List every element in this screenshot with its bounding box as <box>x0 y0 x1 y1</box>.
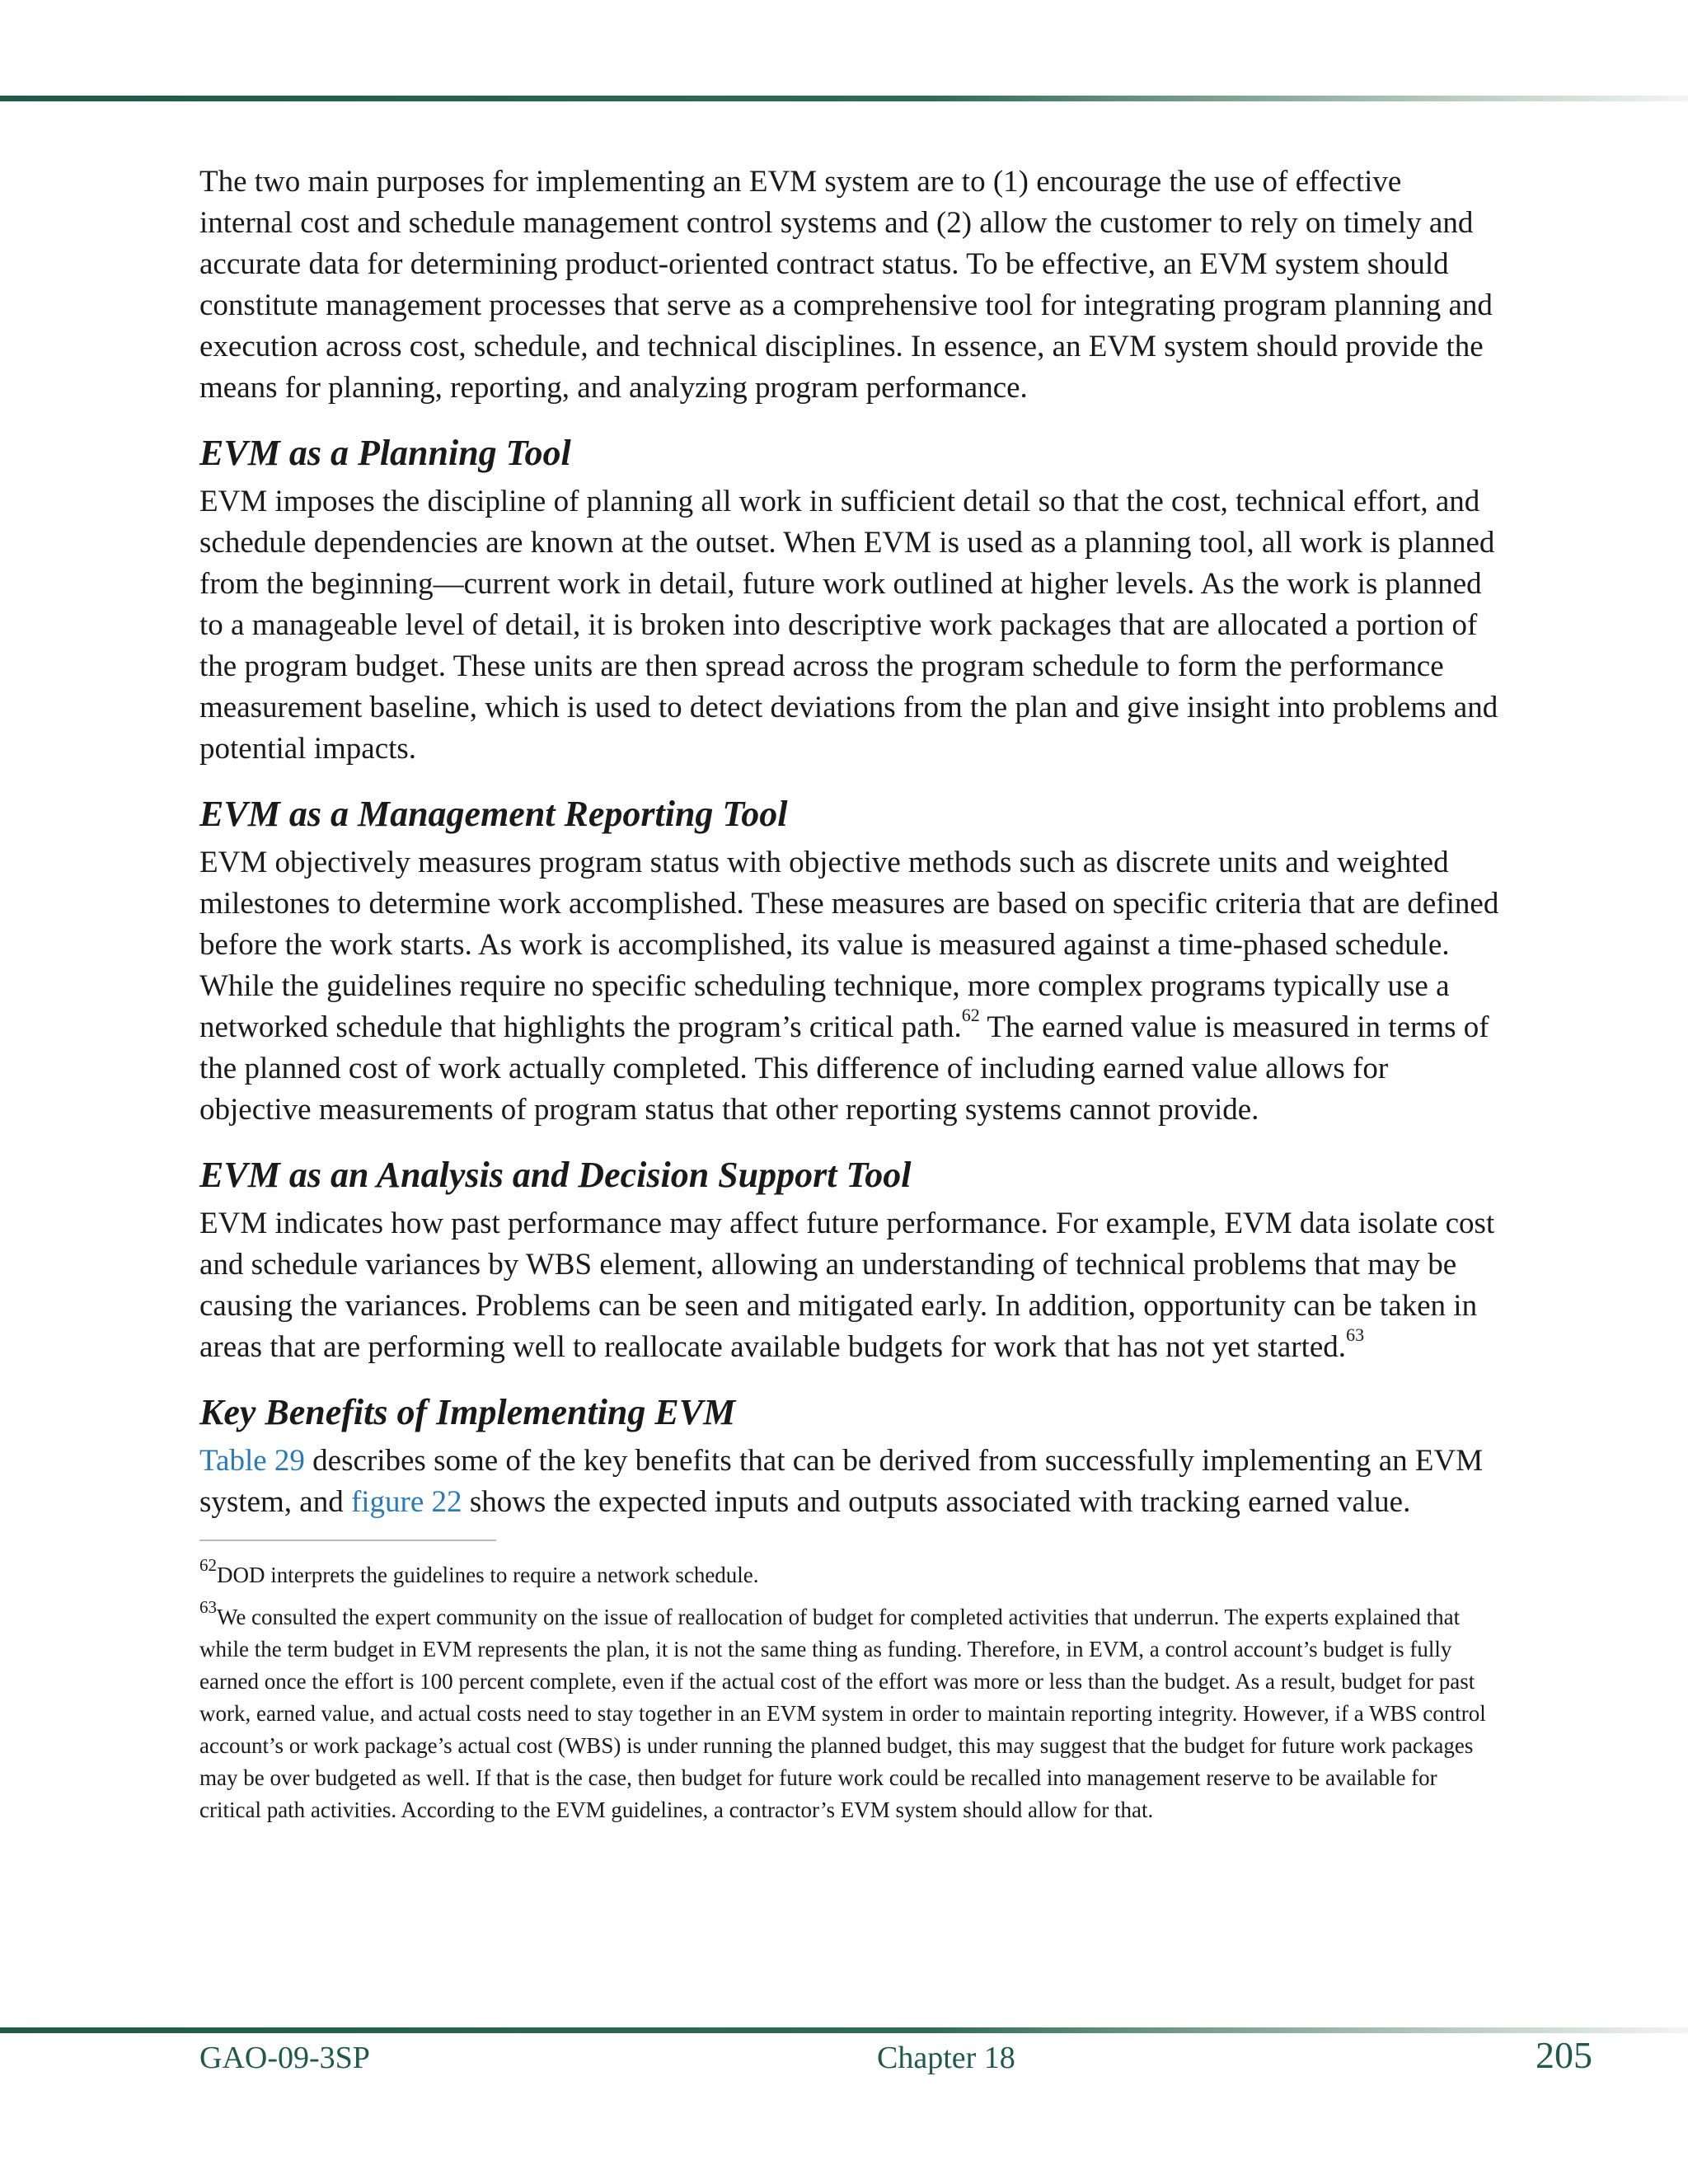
benefits-text-middle: describes some of the key benefits that can be derived from successfully implementing an EVM system, and <box>199 1444 1484 1519</box>
footnote-text-62: DOD interprets the guidelines to require a network schedule. <box>217 1563 759 1587</box>
header-rule <box>0 96 1688 101</box>
heading-planning-tool: EVM as a Planning Tool <box>199 433 571 473</box>
benefits-text-end: shows the expected inputs and outputs associated with tracking earned value. <box>462 1485 1411 1519</box>
management-reporting-paragraph <box>199 842 1502 1131</box>
analysis-decision-paragraph <box>199 1203 1502 1368</box>
heading-management-reporting-tool: EVM as a Management Reporting Tool <box>199 794 788 834</box>
reporting-text-before: EVM objectively measures program status with objective methods such as discrete units and weighted milestones to determine work accomplished. These measures are based on specific criteria that are defined before the work starts. As work is accomplished, its value is measured against a time-phased schedule. While the guidelines require no specific scheduling technique, more complex programs typically use a networked schedule that highlights the program’s critical path. <box>199 846 1499 1044</box>
table-29-link[interactable]: Table 29 <box>199 1444 305 1478</box>
footnote-text-63: We consulted the expert community on the issue of reallocation of budget for completed activities that underrun. The experts explained that while the term budget in EVM represents the plan, it is not the same thing as funding. Therefore, in EVM, a control account’s budget is fully earned once the effort is 100 percent complete, even if the actual cost of the effort was more or less than the budget. As a result, budget for past work, earned value, and actual costs need to stay together in an EVM system in order to maintain reporting integrity. However, if a WBS control account’s or work package’s actual cost (WBS) is under running the planned budget, this may suggest that the budget for future work packages may be over budgeted as well. If that is the case, then budget for future work could be recalled into management reserve to be available for critical path activities. According to the EVM guidelines, a contractor’s EVM system should allow for that. <box>199 1605 1486 1822</box>
figure-22-link[interactable]: figure 22 <box>350 1485 462 1519</box>
footnote-number-63: 63 <box>199 1597 217 1617</box>
footer-chapter: Chapter 18 <box>877 2041 1015 2075</box>
intro-paragraph: The two main purposes for implementing an EVM system are to (1) encourage the use of effective internal cost and schedule management control systems and (2) allow the customer to rely on timely and accurate data for determining product-oriented contract status. To be effective, an EVM system should constitute management processes that serve as a comprehensive tool for integrating program planning and execution across cost, schedule, and technical disciplines. In essence, an EVM system should provide the means for planning, reporting, and analyzing program performance. <box>199 165 1493 405</box>
key-benefits-paragraph <box>199 1441 1502 1523</box>
footer-page-number: 205 <box>1536 2034 1592 2076</box>
analysis-text: EVM indicates how past performance may affect future performance. For example, EVM data isolate cost and schedule variances by WBS element, allowing an understanding of technical problems that may be causing the variances. Problems can be seen and mitigated early. In addition, opportunity can be taken in areas that are performing well to reallocate available budgets for work that has not yet started. <box>199 1207 1495 1364</box>
footer-rule <box>0 2027 1688 2033</box>
footnote-ref-62[interactable]: 62 <box>961 1004 980 1025</box>
heading-key-benefits: Key Benefits of Implementing EVM <box>199 1392 736 1432</box>
footnote-number-62: 62 <box>199 1555 217 1575</box>
footnote-63 <box>199 1597 1502 1826</box>
planning-tool-paragraph: EVM imposes the discipline of planning all work in sufficient detail so that the cost, technical effort, and schedule dependencies are known at the outset. When EVM is used as a planning tool, all work is planned from the beginning—current work in detail, future work outlined at higher levels. As the work is planned to a manageable level of detail, it is broken into descriptive work packages that are allocated a portion of the program budget. These units are then spread across the program schedule to form the performance measurement baseline, which is used to detect deviations from the plan and give insight into problems and potential impacts. <box>199 485 1498 766</box>
page-content <box>199 162 1502 1836</box>
heading-analysis-decision-support-tool: EVM as an Analysis and Decision Support Tool <box>199 1155 912 1195</box>
footnote-62 <box>199 1555 1502 1591</box>
footnote-separator <box>199 1540 496 1541</box>
footer-report-id: GAO-09-3SP <box>199 2041 370 2075</box>
footnote-ref-63[interactable]: 63 <box>1346 1324 1365 1345</box>
reporting-text-after: The earned value is measured in terms of the planned cost of work actually completed. This difference of including earned value allows for objective measurements of program status that other reporting systems cannot provide. <box>199 1010 1489 1127</box>
